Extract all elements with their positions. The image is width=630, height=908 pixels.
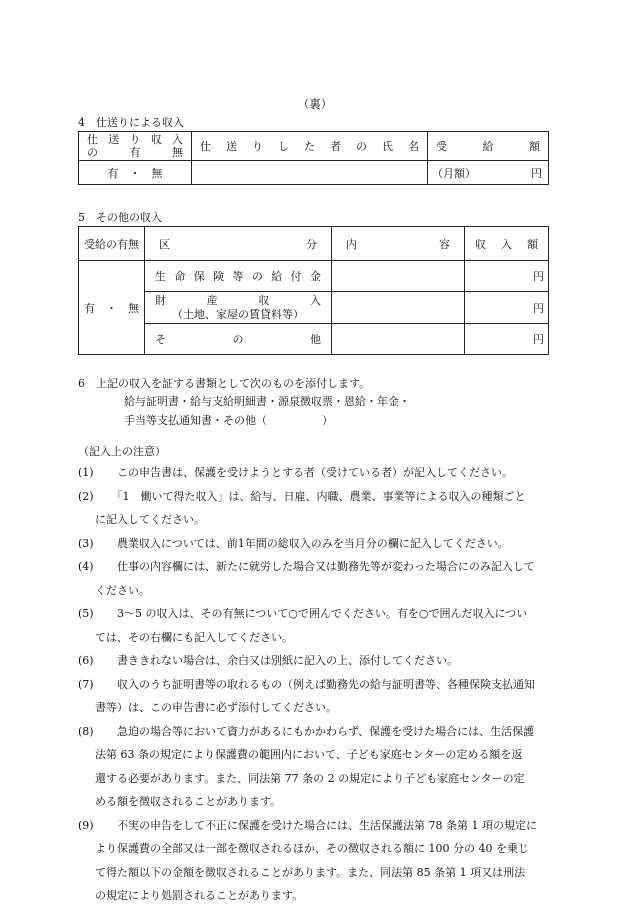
note-continuation: より保護費の全部又は一部を徴収されるほか、その徴収される額に 100 分の 40 を乗じ: [95, 842, 529, 855]
s5-row-other-content[interactable]: [332, 324, 465, 355]
section5-title: 5 その他の収入: [78, 211, 162, 224]
section5-table: [78, 226, 549, 355]
note-item: [78, 532, 558, 556]
s5-row-insurance-category: 生命保険等の給付金: [145, 261, 332, 292]
note-continuation: ください。: [95, 583, 150, 597]
section6-line3: 手当等支払通知書・その他（ ）: [124, 414, 333, 427]
s5-header-category: 区分: [145, 227, 332, 261]
s4-col-status-header: [79, 132, 192, 161]
s5-header-status: 受給の有無: [79, 227, 145, 261]
note-item: [78, 814, 558, 908]
note-number: (2): [78, 489, 94, 503]
s4-sender-cell[interactable]: [192, 161, 428, 185]
s4-col-sender-header: 仕送りした者の氏名: [192, 132, 428, 161]
note-text: 農業収入については、前1年間の総収入のみを当月分の欄に記入してください。: [106, 536, 509, 550]
note-item: [78, 485, 558, 532]
note-continuation: める額を徴収されることがあります。: [95, 795, 282, 808]
notes-heading: （記入上の注意）: [78, 445, 166, 458]
note-number: (8): [78, 724, 94, 738]
note-number: (4): [78, 560, 94, 573]
note-text: 急迫の場合等において資力があるにもかかわらず、保護を受けた場合には、生活保護: [106, 724, 535, 738]
note-number: (9): [78, 818, 94, 832]
note-text: 収入のうち証明書等の取れるもの（例えば勤務先の給与証明書等、各種保険支払通知: [106, 677, 535, 691]
note-continuation: 還する必要があります。また、同法第 77 条の 2 の規定により子ども家庭センターの定: [95, 771, 525, 785]
note-text: 仕事の内容欄には、新たに就労した場合又は勤務先等が変わった場合にのみ記入して: [106, 560, 535, 573]
s5-row-property-category: 財産収入: [155, 293, 321, 307]
note-item: [78, 602, 558, 649]
s4-col-amount-header: 受給額: [428, 132, 549, 161]
s5-header-content: 内容: [332, 227, 465, 261]
section6-line1: 6 上記の収入を証する書類として次のものを添付します。: [78, 377, 371, 390]
note-text: 書ききれない場合は、余白又は別紙に記入の上、添付してください。: [106, 654, 458, 667]
page-header: （裏）: [297, 97, 333, 111]
s5-status-cell[interactable]: 有 ・ 無: [79, 261, 145, 355]
note-number: (5): [78, 607, 94, 620]
note-text: 不実の申告をして不正に保護を受けた場合には、生活保護法第 78 条第 1 項の規定に: [106, 818, 537, 832]
s5-row-property-category-cell: [145, 292, 332, 324]
s5-row-other-category: その他: [145, 324, 332, 355]
s4-yen-unit: 円: [531, 166, 542, 180]
note-item: [78, 720, 558, 814]
note-text: この申告書は、保護を受けようとする者（受けている者）が記入してください。: [106, 466, 513, 479]
note-item: [78, 649, 558, 673]
s5-header-amount: 収入額: [465, 227, 549, 261]
section4-title: 4 仕送りによる収入: [78, 116, 184, 129]
section6-line2: 給与証明書・給与支給明細書・源泉徴収票・恩給・年金・: [124, 395, 410, 408]
note-continuation: て得た額以下の金額を徴収されることがあります。また、同法第 85 条第 1 項又は刑法: [95, 865, 526, 879]
s4-col-status-line2: の 有 無: [87, 146, 183, 159]
s5-row-property-content[interactable]: [332, 292, 465, 324]
note-item: [78, 461, 558, 485]
note-number: (3): [78, 536, 94, 550]
s5-row-property-sub: （土地、家屋の賃貸料等）: [172, 307, 304, 321]
section4-table: [78, 131, 549, 185]
note-number: (7): [78, 677, 94, 691]
s5-row-property-amount[interactable]: 円: [465, 292, 549, 324]
note-continuation: に記入してください。: [95, 513, 205, 526]
note-number: (6): [78, 654, 94, 667]
note-number: (1): [78, 466, 94, 479]
s5-row-insurance-content[interactable]: [332, 261, 465, 292]
note-continuation: ては、その右欄にも記入してください。: [95, 630, 293, 644]
note-item: [78, 673, 558, 720]
note-continuation: 書等）は、この申告書に必ず添付してください。: [95, 701, 337, 714]
s5-row-insurance-amount[interactable]: 円: [465, 261, 549, 292]
note-text: 3～5 の収入は、その有無について○で囲んでください。有を○で囲んだ収入につい: [106, 607, 528, 620]
s5-row-other-amount[interactable]: 円: [465, 324, 549, 355]
note-continuation: の規定により処罰されることがあります。: [95, 889, 304, 902]
s4-amount-cell[interactable]: [428, 161, 549, 185]
note-item: [78, 555, 558, 602]
s4-col-status-line1: 仕送り収入: [87, 133, 183, 146]
note-continuation: 法第 63 条の規定により保護費の範囲内において、子ども家庭センターの定める額を返: [95, 748, 523, 761]
note-text: 「1 働いて得た収入」は、給与、日雇、内職、農業、事業等による収入の種類ごと: [106, 489, 526, 503]
s4-monthly-label: （月額）: [432, 166, 476, 180]
s4-status-cell[interactable]: 有 ・ 無: [79, 161, 192, 185]
